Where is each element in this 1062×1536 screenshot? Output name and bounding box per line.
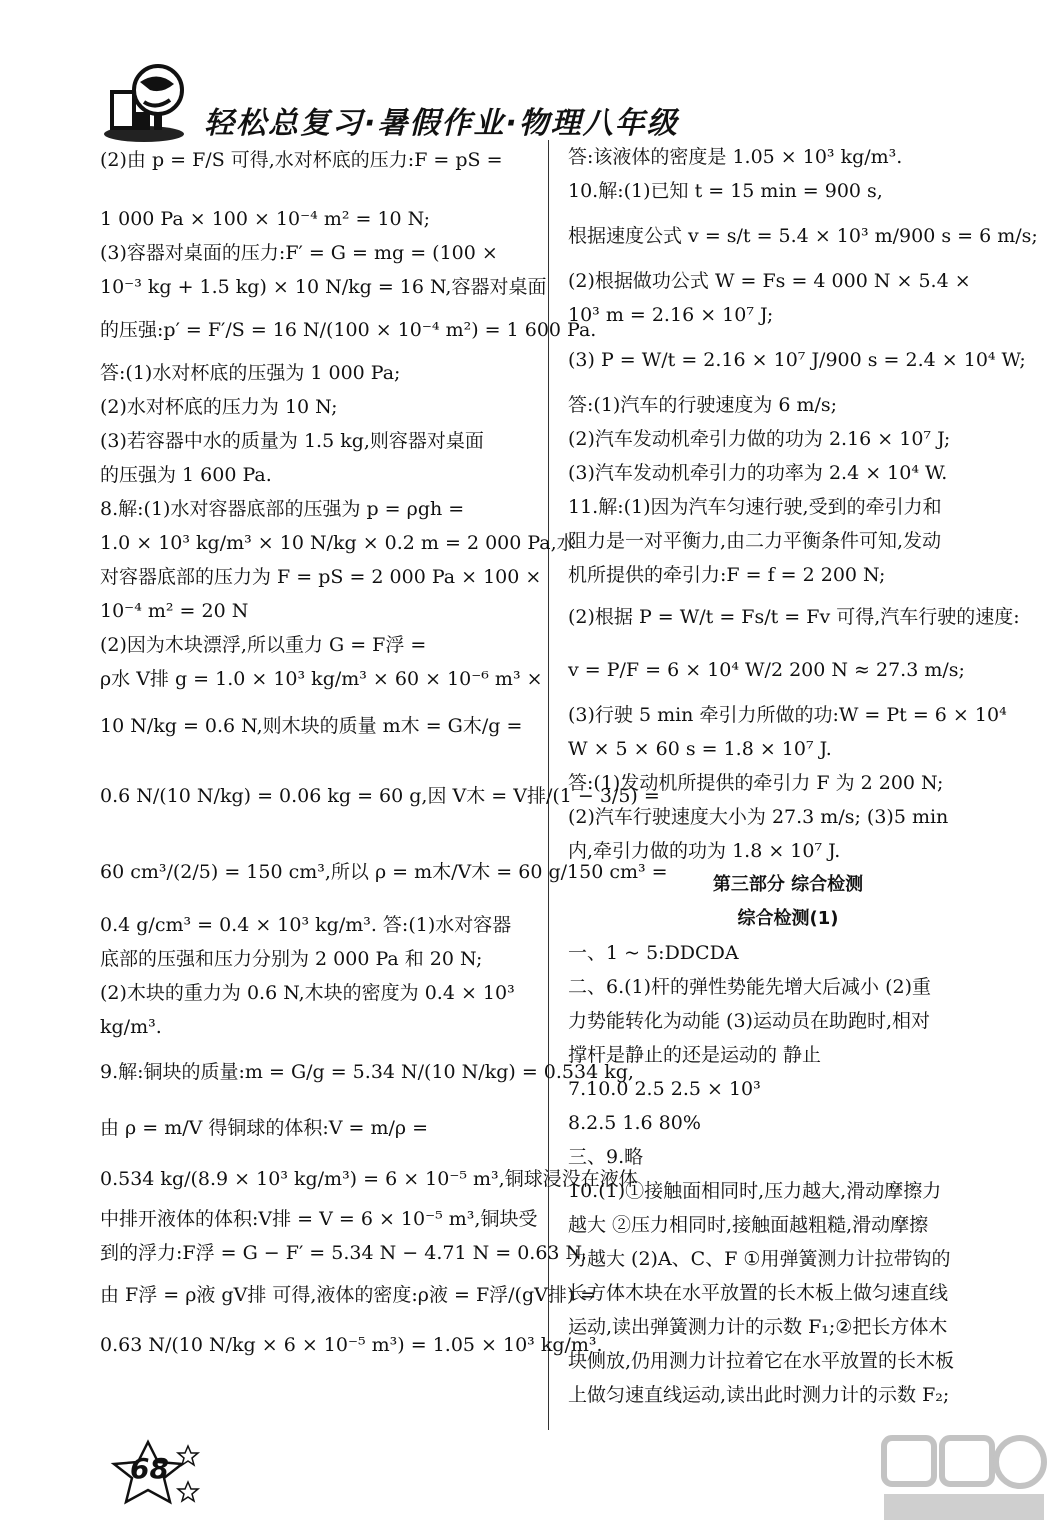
text-line: 长方体木块在水平放置的长木板上做匀速直线 [568, 1282, 949, 1304]
text-line: 对容器底部的压力为 F = pS = 2 000 Pa × 100 × [100, 566, 542, 588]
text-line: 9.解:铜块的质量:m = G/g = 5.34 N/(10 N/kg) = 0.534 kg, [100, 1061, 634, 1083]
text-line: 0.4 g/cm³ = 0.4 × 10³ kg/m³. 答:(1)水对容器 [100, 914, 512, 936]
text-line: 由 ρ = m/V 得铜球的体积:V = m/ρ = [100, 1117, 429, 1139]
text-line: 8.解:(1)水对容器底部的压强为 p = ρgh = [100, 498, 465, 520]
text-line: 的压强为 1 600 Pa. [100, 464, 272, 486]
text-line: 中排开液体的体积:V排 = V = 6 × 10⁻⁵ m³,铜块受 [100, 1208, 538, 1230]
text-line: 10.(1)①接触面相同时,压力越大,滑动摩擦力 [568, 1180, 942, 1202]
text-line: ρ水 V排 g = 1.0 × 10³ kg/m³ × 60 × 10⁻⁶ m³ × [100, 668, 543, 690]
text-line: 答:(1)水对杯底的压强为 1 000 Pa; [100, 362, 401, 384]
text-line: 1 000 Pa × 100 × 10⁻⁴ m² = 10 N; [100, 208, 431, 230]
text-line: 0.63 N/(10 N/kg × 6 × 10⁻⁵ m³) = 1.05 × 10³ kg/m³. [100, 1334, 603, 1356]
text-line: kg/m³. [100, 1016, 162, 1038]
text-line: (2)木块的重力为 0.6 N,木块的密度为 0.4 × 10³ [100, 982, 515, 1004]
text-line: 10³ m = 2.16 × 10⁷ J; [568, 304, 774, 326]
text-line: 力越大 (2)A、C、F ①用弹簧测力计拉带钩的 [568, 1248, 951, 1270]
text-line: W × 5 × 60 s = 1.8 × 10⁷ J. [568, 738, 832, 760]
text-line: (3)行驶 5 min 牵引力所做的功:W = Pt = 6 × 10⁴ [568, 704, 1007, 726]
text-line: 底部的压强和压力分别为 2 000 Pa 和 20 N; [100, 948, 483, 970]
text-line: 0.534 kg/(8.9 × 10³ kg/m³) = 6 × 10⁻⁵ m³,铜球浸没在液体 [100, 1168, 638, 1190]
text-line: 运动,读出弹簧测力计的示数 F₁;②把长方体木 [568, 1316, 948, 1338]
text-line: 撑杆是静止的还是运动的 静止 [568, 1044, 822, 1066]
right-column [568, 140, 1038, 1412]
text-line: 根据速度公式 v = s/t = 5.4 × 10³ m/900 s = 6 m/s; [568, 225, 1038, 247]
text-line: (2)汽车发动机牵引力做的功为 2.16 × 10⁷ J; [568, 428, 951, 450]
text-line: 到的浮力:F浮 = G − F′ = 5.34 N − 4.71 N = 0.63 N, [100, 1242, 587, 1264]
text-line: 越大 ②压力相同时,接触面越粗糙,滑动摩擦 [568, 1214, 929, 1236]
text-line: (2)由 p = F/S 可得,水对杯底的压力:F = pS = [100, 149, 503, 171]
page-number-badge [96, 1438, 216, 1510]
text-line: (2)水对杯底的压力为 10 N; [100, 396, 338, 418]
page-header [92, 56, 692, 148]
text-line: 10⁻³ kg + 1.5 kg) × 10 N/kg = 16 N,容器对桌面 [100, 276, 547, 298]
text-line: (3)容器对桌面的压力:F′ = G = mg = (100 × [100, 242, 498, 264]
text-line: 力势能转化为动能 (3)运动员在助跑时,相对 [568, 1010, 930, 1032]
text-line: 11.解:(1)因为汽车匀速行驶,受到的牵引力和 [568, 496, 942, 518]
text-line: 1.0 × 10³ kg/m³ × 10 N/kg × 0.2 m = 2 000 Pa,水 [100, 532, 576, 554]
text-line: 10 N/kg = 0.6 N,则木块的质量 m木 = G木/g = [100, 715, 523, 737]
header-title: 轻松总复习·暑假作业·物理八年级 [204, 106, 679, 141]
text-line: 块侧放,仍用测力计拉着它在水平放置的长木板 [568, 1350, 955, 1372]
text-line: (2)因为木块漂浮,所以重力 G = F浮 = [100, 634, 427, 656]
text-line: 10⁻⁴ m² = 20 N [100, 600, 249, 622]
text-line: 10.解:(1)已知 t = 15 min = 900 s, [568, 180, 883, 202]
text-line: v = P/F = 6 × 10⁴ W/2 200 N ≈ 27.3 m/s; [568, 659, 965, 681]
text-line: (3) P = W/t = 2.16 × 10⁷ J/900 s = 2.4 × 10⁴ W; [568, 349, 1026, 371]
text-line: 60 cm³/(2/5) = 150 cm³,所以 ρ = m木/V木 = 60 g/150 cm³ = [100, 861, 668, 883]
page-number: 68 [130, 1452, 169, 1485]
text-line: 0.6 N/(10 N/kg) = 0.06 kg = 60 g,因 V木 = V排/(1 − 3/5) = [100, 785, 660, 807]
text-line: 7.10.0 2.5 2.5 × 10³ [568, 1078, 761, 1100]
text-line: (2)汽车行驶速度大小为 27.3 m/s; (3)5 min [568, 806, 949, 828]
text-line: 二、6.(1)杆的弹性势能先增大后减小 (2)重 [568, 976, 931, 998]
text-line: 内,牵引力做的功为 1.8 × 10⁷ J. [568, 840, 841, 862]
text-line: (3)汽车发动机牵引力的功率为 2.4 × 10⁴ W. [568, 462, 948, 484]
text-line: 答:该液体的密度是 1.05 × 10³ kg/m³. [568, 146, 903, 168]
text-line: 答:(1)发动机所提供的牵引力 F 为 2 200 N; [568, 772, 944, 794]
text-line: (3)若容器中水的质量为 1.5 kg,则容器对桌面 [100, 430, 484, 452]
text-line: 的压强:p′ = F′/S = 16 N/(100 × 10⁻⁴ m²) = 1 600 Pa. [100, 319, 597, 341]
text-line: 由 F浮 = ρ液 gV排 可得,液体的密度:ρ液 = F浮/(gV排) = [100, 1284, 597, 1306]
text-line: (2)根据 P = W/t = Fs/t = Fv 可得,汽车行驶的速度: [568, 606, 1020, 628]
text-line: 三、9.略 [568, 1146, 644, 1168]
section-subheading: 综合检测(1) [737, 908, 839, 929]
section-heading: 第三部分 综合检测 [712, 874, 864, 895]
text-line: 机所提供的牵引力:F = f = 2 200 N; [568, 564, 886, 586]
watermark-logo-icon [880, 1432, 1050, 1524]
text-line: 阻力是一对平衡力,由二力平衡条件可知,发动 [568, 530, 942, 552]
text-line: 上做匀速直线运动,读出此时测力计的示数 F₂; [568, 1384, 950, 1406]
text-line: (2)根据做功公式 W = Fs = 4 000 N × 5.4 × [568, 270, 971, 292]
book-globe-logo-icon [100, 60, 188, 144]
text-line: 8.2.5 1.6 80% [568, 1112, 701, 1134]
text-line: 答:(1)汽车的行驶速度为 6 m/s; [568, 394, 838, 416]
text-line: 一、1 ~ 5:DDCDA [568, 942, 739, 964]
